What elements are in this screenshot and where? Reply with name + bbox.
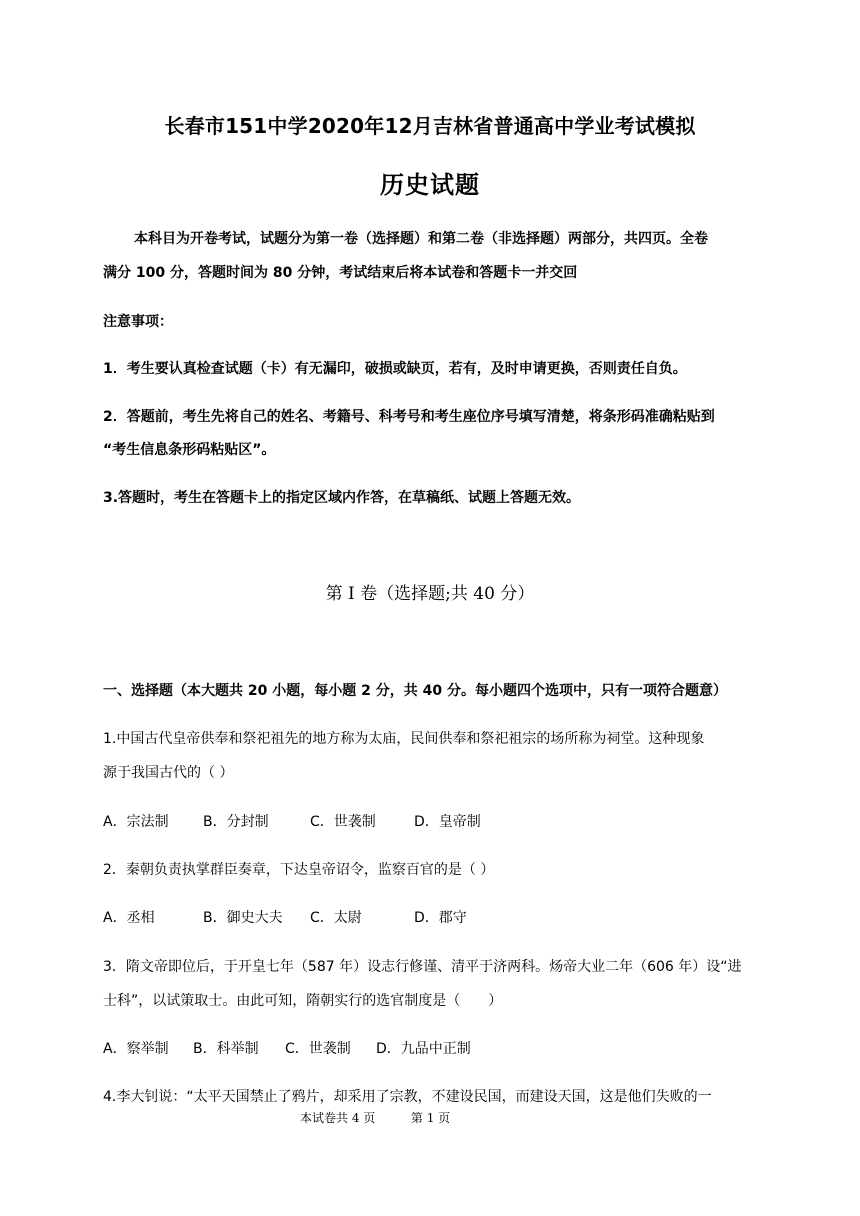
footer-page-number: 第 1 页 bbox=[410, 1111, 451, 1125]
question-1-stem-line-2: 源于我国古代的（ ） bbox=[103, 765, 234, 781]
section-1-heading: 第 I 卷（选择题;共 40 分） bbox=[325, 584, 535, 604]
question-1-option-c: C．世袭制 bbox=[310, 814, 376, 830]
question-3-option-a: A．察举制 bbox=[103, 1041, 169, 1057]
footer-total-pages: 本试卷共 4 页 bbox=[300, 1111, 376, 1125]
notes-item-1: 1．考生要认真检查试题（卡）有无漏印，破损或缺页，若有，及时申请更换，否则责任自负。 bbox=[103, 361, 687, 377]
question-1-stem-line-1: 1.中国古代皇帝供奉和祭祀祖先的地方称为太庙，民间供奉和祭祀祖宗的场所称为祠堂。这种现象 bbox=[103, 731, 705, 747]
question-2-option-c: C．太尉 bbox=[310, 910, 362, 926]
question-1-option-d: D．皇帝制 bbox=[414, 814, 481, 830]
question-3-option-d: D．九品中正制 bbox=[376, 1041, 471, 1057]
intro-line-1: 本科目为开卷考试，试题分为第一卷（选择题）和第二卷（非选择题）两部分，共四页。全卷 bbox=[134, 231, 708, 247]
notes-item-2-line-2: “考生信息条形码粘贴区”。 bbox=[103, 442, 276, 458]
section-1-instruction: 一、选择题（本大题共 20 小题，每小题 2 分，共 40 分。每小题四个选项中，只有一项符合题意） bbox=[103, 683, 727, 699]
notes-heading: 注意事项： bbox=[103, 314, 173, 330]
question-4-stem-line-1: 4.李大钊说：“太平天国禁止了鸦片，却采用了宗教，不建设民国，而建设天国，这是他们失败的一 bbox=[103, 1089, 712, 1105]
question-2-option-a: A．丞相 bbox=[103, 910, 155, 926]
exam-title: 长春市151中学2020年12月吉林省普通高中学业考试模拟 bbox=[164, 114, 696, 138]
question-3-stem-line-1: 3．隋文帝即位后，于开皇七年（587 年）设志行修谨、清平于济两科。炀帝大业二年（606 年）设“进 bbox=[103, 959, 742, 975]
question-1-option-a: A．宗法制 bbox=[103, 814, 169, 830]
question-3-option-b: B．科举制 bbox=[193, 1041, 259, 1057]
intro-line-2: 满分 100 分，答题时间为 80 分钟，考试结束后将本试卷和答题卡一并交回 bbox=[103, 265, 578, 281]
question-1-option-b: B．分封制 bbox=[203, 814, 269, 830]
exam-subtitle: 历史试题 bbox=[380, 171, 480, 199]
question-3-option-c: C．世袭制 bbox=[285, 1041, 351, 1057]
question-2-stem: 2．秦朝负责执掌群臣奏章，下达皇帝诏令，监察百官的是（ ） bbox=[103, 862, 495, 878]
page-footer bbox=[300, 1112, 450, 1124]
question-2-option-d: D．郡守 bbox=[414, 910, 467, 926]
question-2-option-b: B．御史大夫 bbox=[203, 910, 283, 926]
notes-item-2-line-1: 2．答题前，考生先将自己的姓名、考籍号、科考号和考生座位序号填写清楚，将条形码准确粘贴到 bbox=[103, 409, 715, 425]
question-3-stem-line-2: 士科”，以试策取士。由此可知，隋朝实行的选官制度是（ ） bbox=[103, 993, 503, 1009]
notes-item-3: 3.答题时，考生在答题卡上的指定区域内作答，在草稿纸、试题上答题无效。 bbox=[103, 490, 581, 506]
